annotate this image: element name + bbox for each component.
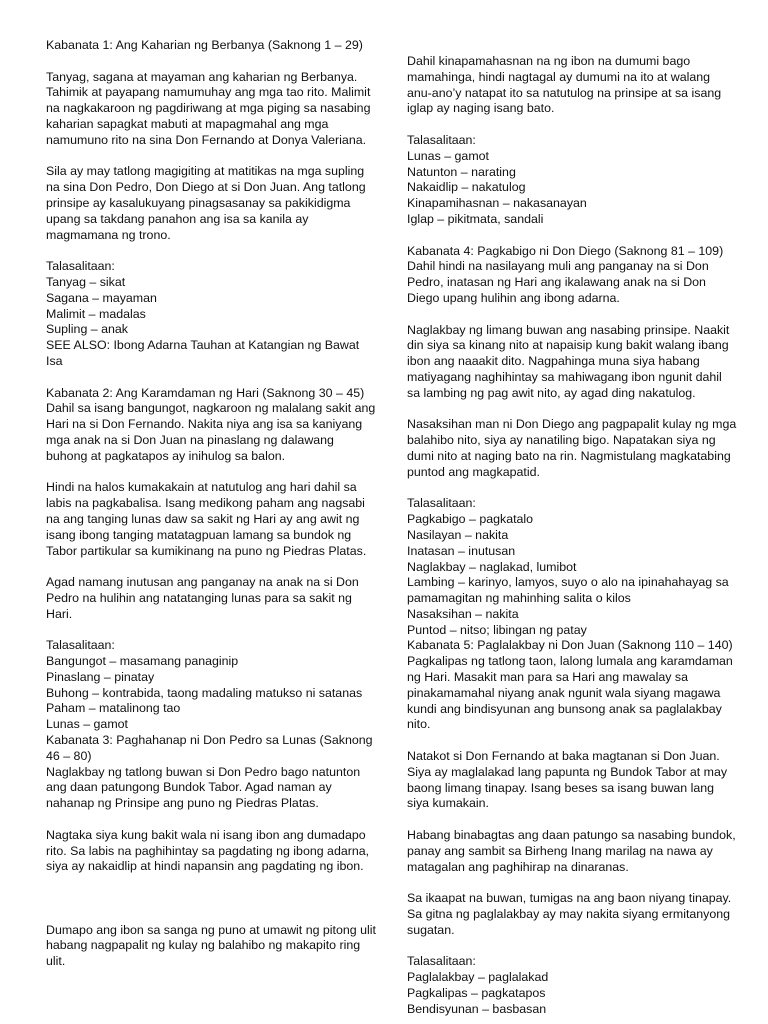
right-column xyxy=(407,54,737,1018)
vocab-line: Buhong – kontrabida, taong madaling matukso ni satanas xyxy=(46,685,363,700)
vocab-line: Kinapamihasnan – nakasanayan xyxy=(407,196,587,211)
kabanata-1-paragraph-2: Sila ay may tatlong magigiting at matitikas na mga supling na sina Don Pedro, Don Diego at si Don Juan. Ang tatlong prinsipe ay kasalukuyang pinagsasanay sa pakikidigma upang sa takdang panahon ang isa sa kanila ay magmamana ng trono. xyxy=(46,164,366,242)
kabanata-4-paragraph-3: Nasaksihan man ni Don Diego ang pagpapalit kulay ng mga balahibo nito, siya ay nanatiling bigo. Napatakan siya ng dumi nito at naging bato na rin. Nagmistulang magkatabing puntod ang magkapatid. xyxy=(407,417,737,479)
kabanata-5-paragraph-4: Sa ikaapat na buwan, tumigas na ang baon niyang tinapay. Sa gitna ng paglalakbay ay may nakita siyang ermitanyong sugatan. xyxy=(407,891,732,937)
vocab-line: Bendisyunan – basbasan xyxy=(407,1001,547,1016)
kabanata-2-paragraph-2: Hindi na halos kumakakain at natutulog ang hari dahil sa labis na pagkabalisa. Isang medikong paham ang nagsabi na ang tanging lunas daw sa sakit ng Hari ay ang awit ng isang ibong tanging matatagpuan lamang sa bundok ng Tabor partikular sa kumikinang na puno ng Piedras Platas. xyxy=(46,480,367,558)
vocab-line: Supling – anak xyxy=(46,322,128,337)
vocab-line: Paham – matalinong tao xyxy=(46,701,181,716)
vocab-line: Talasalitaan: xyxy=(407,496,476,511)
kabanata-3-paragraph-2: Nagtaka siya kung bakit wala ni isang ibon ang dumadapo rito. Sa labis na paghihintay sa pagdating ng ibong adarna, siya ay nakaidlip at hindi napansin ang pagdating ng ibon. xyxy=(46,827,370,874)
kabanata-1-vocabulary xyxy=(46,259,376,370)
kabanata-4-paragraph-2: Naglakbay ng limang buwan ang nasabing prinsipe. Naakit din siya sa kinang nito at napaisip kung bakit walang ibang ibon ang naaakit dito. Nagpahinga muna siya habang matiyagang naghihintay sa mahiwagang ibon ngunit dahil sa lambing ng pag awit nito, ay agad ding nakatulog. xyxy=(407,322,730,400)
kabanata-2-paragraph-1: Dahil sa isang bangungot, nagkaroon ng malalang sakit ang Hari na si Don Fernando. Nakita niya ang isa sa kaniyang mga anak na si Don Juan na pinaslang ng dalawang buhong at pagkatapos ay inihulog sa balon. xyxy=(46,401,376,463)
vocab-line: Pagkabigo – pagkatalo xyxy=(407,512,534,527)
kabanata-5-vocabulary xyxy=(407,954,737,1017)
left-column xyxy=(46,38,376,986)
vocab-line: Lunas – gamot xyxy=(46,717,128,732)
kabanata-4-vocabulary xyxy=(407,496,737,638)
kabanata-3-heading: Kabanata 3: Paghahanap ni Don Pedro sa Lunas (Saknong 46 – 80) xyxy=(46,733,373,763)
kabanata-2-paragraph-3: Agad namang inutusan ang panganay na anak na si Don Pedro na hulihin ang natatanging lunas para sa sakit ng Hari. xyxy=(46,575,359,621)
kabanata-2-heading: Kabanata 2: Ang Karamdaman ng Hari (Saknong 30 – 45) xyxy=(46,385,365,400)
kabanata-3-vocabulary xyxy=(407,133,737,228)
kabanata-5-paragraph-2: Natakot si Don Fernando at baka magtanan si Don Juan. Siya ay maglalakad lang papunta ng Bundok Tabor at may baong limang tinapay. Isang beses sa isang buwan lang siya kumakain. xyxy=(407,749,728,811)
vocab-line: Inatasan – inutusan xyxy=(407,543,516,558)
vocab-line: Lunas – gamot xyxy=(407,148,489,163)
vocab-line: Puntod – nitso; libingan ng patay xyxy=(407,622,587,637)
kabanata-3-paragraph-3: Dumapo ang ibon sa sanga ng puno at umawit ng pitong ulit habang nagpapalit ng kulay ng balahibo ng makapito ring ulit. xyxy=(46,922,376,969)
kabanata-2-vocabulary xyxy=(46,638,376,733)
vocab-line: Iglap – pikitmata, sandali xyxy=(407,211,544,226)
vocab-line: Paglalakbay – paglalakad xyxy=(407,970,549,985)
vocab-line: Nasilayan – nakita xyxy=(407,527,509,542)
vocab-line: Talasalitaan: xyxy=(46,259,115,274)
blank-space xyxy=(46,891,376,923)
kabanata-5-heading: Kabanata 5: Paglalakbay ni Don Juan (Saknong 110 – 140) xyxy=(407,638,733,653)
kabanata-5-paragraph-3: Habang binabagtas ang daan patungo sa nasabing bundok, panay ang sambit sa Birheng Inang marilag na nawa ay matagalan ang paghihirap na dinaranas. xyxy=(407,828,736,874)
kabanata-3-paragraph-4: Dahil kinapamahasnan na ng ibon na dumumi bago mamahinga, hindi nagtagal ay dumumi na ito at walang anu-ano’y natapat ito sa natutulog na prinsipe at sa isang iglap ay naging isang bato. xyxy=(407,54,722,116)
kabanata-1-paragraph-1: Tanyag, sagana at mayaman ang kaharian ng Berbanya. Tahimik at payapang namumuhay ang mga tao rito. Malimit na nagkakaroon ng pagdiriwang at mga piging sa nasabing kaharian sapagkat mabuti at mapagmahal ang mga namumuno rito na sina Don Fernando at Donya Valeriana. xyxy=(46,69,371,147)
kabanata-4-heading: Kabanata 4: Pagkabigo ni Don Diego (Saknong 81 – 109) xyxy=(407,243,724,258)
vocab-line: Sagana – mayaman xyxy=(46,290,157,305)
vocab-line: Nasaksihan – nakita xyxy=(407,606,519,621)
vocab-line: Naglakbay – naglakad, lumibot xyxy=(407,559,577,574)
see-also-line: SEE ALSO: Ibong Adarna Tauhan at Katangian ng Bawat Isa xyxy=(46,338,360,368)
vocab-line: Bangungot – masamang panaginip xyxy=(46,654,239,669)
vocab-line: Tanyag – sikat xyxy=(46,274,126,289)
vocab-line: Malimit – madalas xyxy=(46,306,146,321)
vocab-line: Talasalitaan: xyxy=(407,132,476,147)
vocab-line: Nakaidlip – nakatulog xyxy=(407,180,526,195)
vocab-line: Talasalitaan: xyxy=(46,638,115,653)
vocab-line: Pagkalipas – pagkatapos xyxy=(407,986,546,1001)
vocab-line: Natunton – narating xyxy=(407,164,516,179)
vocab-line: Pinaslang – pinatay xyxy=(46,669,155,684)
kabanata-3-paragraph-1: Naglakbay ng tatlong buwan si Don Pedro bago natunton ang daan patungong Bundok Tabor. Agad naman ay nahanap ng Prinsipe ang puno ng Piedras Platas. xyxy=(46,764,361,811)
kabanata-4-paragraph-1: Dahil hindi na nasilayang muli ang panganay na si Don Pedro, inatasan ng Hari ang ikalawang anak na si Don Diego upang hulihin ang ibong adarna. xyxy=(407,259,709,305)
vocab-line: Lambing – karinyo, lamyos, suyo o alo na ipinahahayag sa pamamagitan ng mahinhing salita o kilos xyxy=(407,575,729,606)
kabanata-1-heading: Kabanata 1: Ang Kaharian ng Berbanya (Saknong 1 – 29) xyxy=(46,38,363,52)
kabanata-5-paragraph-1: Pagkalipas ng tatlong taon, lalong lumala ang karamdaman ng Hari. Masakit man para sa Hari ang mawalay sa pinakamamahal niyang anak ngunit wala siyang magawa kundi ang bindisyunan ang bunsong anak sa paglalakbay nito. xyxy=(407,654,733,732)
vocab-line: Talasalitaan: xyxy=(407,954,476,969)
